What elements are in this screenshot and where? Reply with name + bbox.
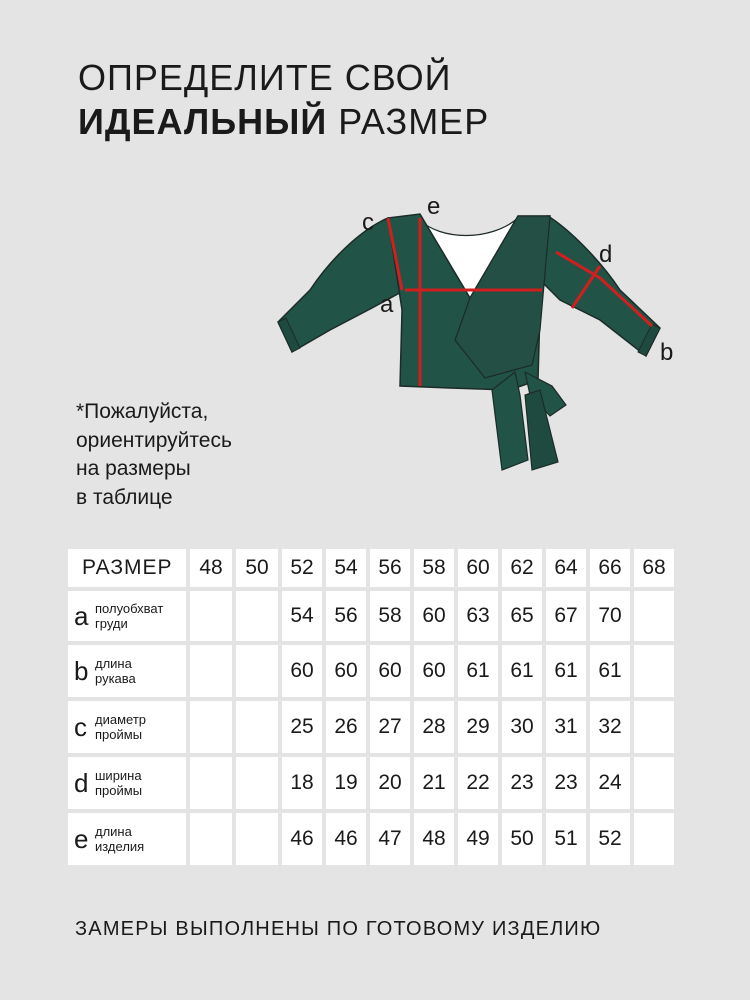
table-header-row [68, 549, 674, 587]
label-d: d [599, 241, 613, 268]
table-cell: 51 [546, 813, 586, 865]
table-cell: 30 [502, 701, 542, 753]
table-cell [190, 813, 232, 865]
table-cell: 18 [282, 757, 322, 809]
title-rest: РАЗМЕР [327, 101, 490, 142]
label-e: e [427, 193, 441, 220]
row-name [95, 656, 136, 686]
row-name-line-2: проймы [95, 783, 143, 798]
title-line-2 [78, 100, 489, 144]
row-label-cell [68, 645, 186, 697]
table-cell: 61 [458, 645, 498, 697]
note-line-4: в таблице [76, 485, 173, 509]
table-cell: 46 [282, 813, 322, 865]
size-header-cell: 54 [326, 549, 366, 587]
size-header-cell: 56 [370, 549, 410, 587]
label-a: a [380, 291, 394, 318]
size-header-cell: 48 [190, 549, 232, 587]
row-name-line-1: длина [95, 656, 132, 671]
size-header-cell: 52 [282, 549, 322, 587]
table-cell [190, 645, 232, 697]
tie-left [492, 372, 528, 470]
right-sleeve [540, 216, 660, 356]
table-cell: 19 [326, 757, 366, 809]
table-cell [236, 591, 278, 641]
table-row [68, 591, 674, 641]
table-cell: 58 [370, 591, 410, 641]
table-cell: 61 [502, 645, 542, 697]
table-row [68, 701, 674, 753]
table-cell: 50 [502, 813, 542, 865]
row-name-line-2: рукава [95, 671, 136, 686]
table-cell: 23 [546, 757, 586, 809]
size-header-cell: 58 [414, 549, 454, 587]
size-header-cell: 66 [590, 549, 630, 587]
label-c: c [362, 209, 374, 236]
row-letter: c [74, 712, 87, 742]
row-name-line-1: длина [95, 824, 132, 839]
table-cell [190, 701, 232, 753]
footer-note: ЗАМЕРЫ ВЫПОЛНЕНЫ ПО ГОТОВОМУ ИЗДЕЛИЮ [75, 918, 602, 940]
table-cell: 54 [282, 591, 322, 641]
table-cell: 70 [590, 591, 630, 641]
size-header-cell: 50 [236, 549, 278, 587]
row-label-cell [68, 701, 186, 753]
table-cell: 48 [414, 813, 454, 865]
row-label-cell [68, 813, 186, 865]
title-line-1: ОПРЕДЕЛИТЕ СВОЙ [78, 57, 452, 98]
table-cell: 29 [458, 701, 498, 753]
size-header-cell: 62 [502, 549, 542, 587]
row-name [95, 824, 144, 854]
table-cell [236, 645, 278, 697]
table-cell [236, 701, 278, 753]
table-cell: 21 [414, 757, 454, 809]
table-cell [634, 591, 674, 641]
table-cell: 60 [414, 645, 454, 697]
left-sleeve [278, 218, 405, 352]
table-cell [236, 757, 278, 809]
table-cell: 61 [590, 645, 630, 697]
row-name-line-1: диаметр [95, 712, 146, 727]
table-cell: 63 [458, 591, 498, 641]
table-row [68, 645, 674, 697]
table-cell [236, 813, 278, 865]
note-text [76, 398, 336, 512]
table-cell: 47 [370, 813, 410, 865]
table-cell [634, 757, 674, 809]
row-letter: e [74, 824, 89, 854]
table-cell: 49 [458, 813, 498, 865]
row-letter: a [74, 601, 89, 631]
row-label-cell [68, 757, 186, 809]
table-cell: 60 [370, 645, 410, 697]
table-cell: 20 [370, 757, 410, 809]
row-label-cell [68, 591, 186, 641]
page-title [78, 56, 489, 144]
table-cell: 52 [590, 813, 630, 865]
size-table [64, 545, 678, 869]
size-header-cell: 68 [634, 549, 674, 587]
row-name [95, 768, 142, 798]
table-cell: 67 [546, 591, 586, 641]
table-cell: 31 [546, 701, 586, 753]
table-cell [190, 757, 232, 809]
note-line-2: ориентируйтесь [76, 428, 232, 452]
table-cell: 32 [590, 701, 630, 753]
table-cell [634, 813, 674, 865]
table-cell: 23 [502, 757, 542, 809]
table-cell [634, 701, 674, 753]
row-name-line-2: проймы [95, 727, 143, 742]
table-row [68, 757, 674, 809]
table-cell: 46 [326, 813, 366, 865]
size-header-cell: 64 [546, 549, 586, 587]
table-row [68, 813, 674, 865]
note-line-3: на размеры [76, 457, 191, 480]
table-cell: 22 [458, 757, 498, 809]
table-header-label: РАЗМЕР [68, 549, 186, 587]
table-cell: 27 [370, 701, 410, 753]
row-name-line-1: полуобхват [95, 601, 164, 616]
table-cell: 60 [282, 645, 322, 697]
table-cell: 25 [282, 701, 322, 753]
row-name-line-1: ширина [95, 768, 142, 783]
table-cell [190, 591, 232, 641]
title-bold-word: ИДЕАЛЬНЫЙ [78, 101, 328, 142]
table-cell: 60 [326, 645, 366, 697]
note-line-1: *Пожалуйста, [76, 400, 209, 423]
row-letter: d [74, 768, 89, 798]
row-name-line-2: груди [95, 616, 128, 631]
table-cell: 28 [414, 701, 454, 753]
table-cell: 61 [546, 645, 586, 697]
row-letter: b [74, 656, 89, 686]
table-cell: 24 [590, 757, 630, 809]
table-cell: 26 [326, 701, 366, 753]
table-cell: 65 [502, 591, 542, 641]
table-cell: 56 [326, 591, 366, 641]
row-name-line-2: изделия [95, 839, 145, 854]
table-cell: 60 [414, 591, 454, 641]
row-name [95, 712, 146, 742]
size-header-cell: 60 [458, 549, 498, 587]
table-cell [634, 645, 674, 697]
row-name [95, 601, 163, 631]
label-b: b [660, 339, 674, 366]
